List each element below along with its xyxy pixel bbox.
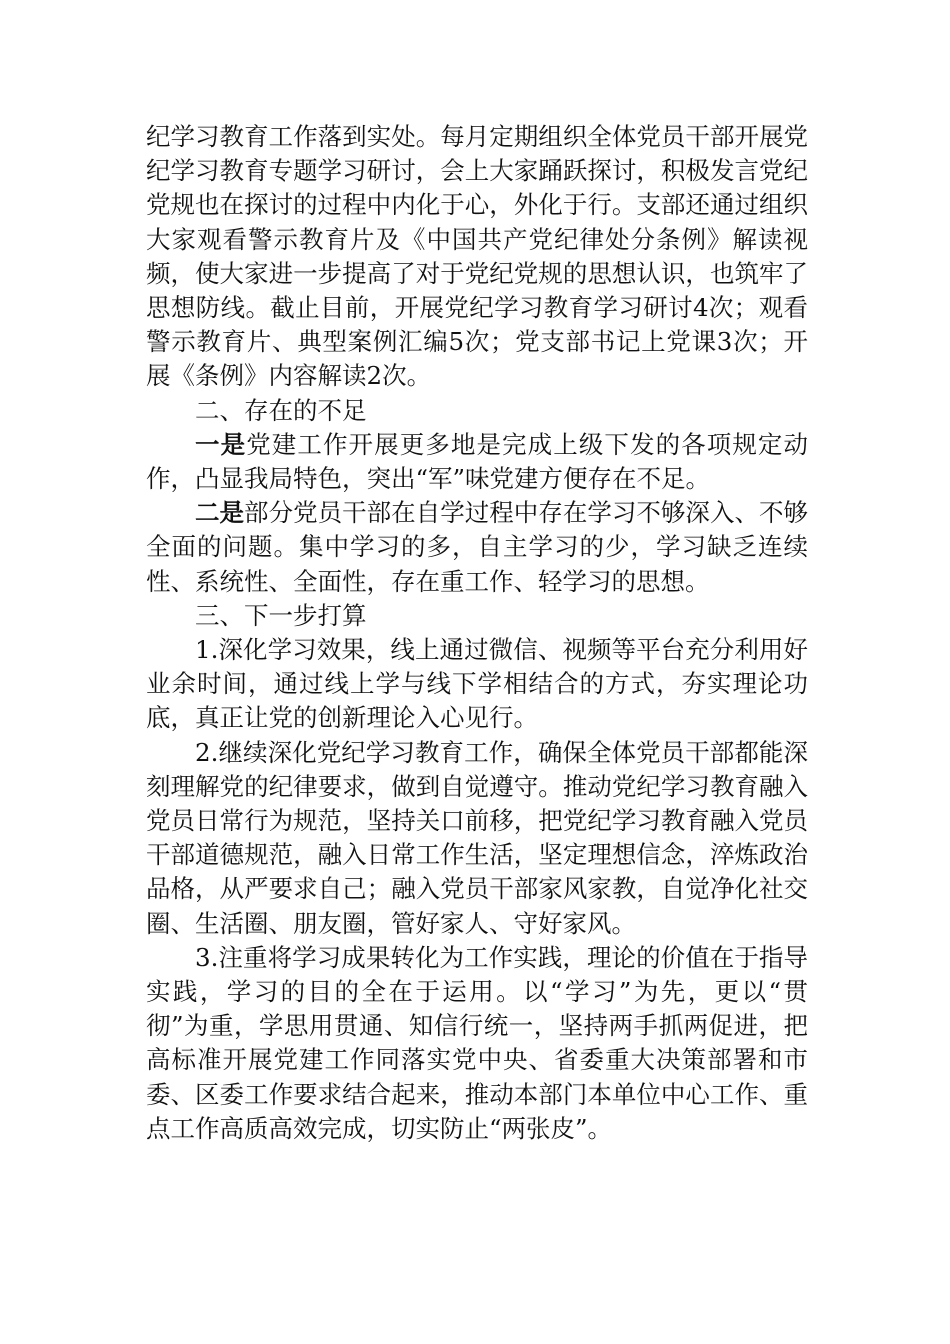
section-heading-next-steps: 三、下一步打算	[195, 600, 367, 630]
item-text: 党建工作开展更多地是完成上级下发的各项规定动作，凸显我局特色，突出“军”味党建方便存在不足。	[146, 429, 809, 494]
section-heading-shortcomings: 二、存在的不足	[195, 395, 367, 425]
next-step-item-1: 1.深化学习效果，线上通过微信、视频等平台充分利用好业余时间，通过线上学与线下学相结合的方式，夯实理论功底，真正让党的创新理论入心见行。	[146, 635, 808, 733]
intro-paragraph: 纪学习教育工作落到实处。每月定期组织全体党员干部开展党纪学习教育专题学习研讨，会上大家踊跃探讨，积极发言党纪党规也在探讨的过程中内化于心，外化于行。支部还通过组织大家观看警示教育片及《中国共产党纪律处分条例》解读视频，使大家进一步提高了对于党纪党规的思想认识，也筑牢了思想防线。截止目前，开展党纪学习教育学习研讨4次；观看警示教育片、典型案例汇编5次；党支部书记上党课3次；开展《条例》内容解读2次。	[146, 122, 808, 391]
item-lead: 一是	[195, 429, 247, 459]
shortcoming-item-1	[146, 428, 808, 496]
next-step-item-3: 3.注重将学习成果转化为工作实践，理论的价值在于指导实践，学习的目的全在于运用。以“学习”为先，更以“贯彻”为重，学思用贯通、知信行统一，坚持两手抓两促进，把高标准开展党建工作同落实党中央、省委重大决策部署和市委、区委工作要求结合起来，推动本部门本单位中心工作、重点工作高质高效完成，切实防止“两张皮”。	[146, 942, 808, 1143]
document-page	[146, 120, 808, 1146]
next-step-item-2: 2.继续深化党纪学习教育工作，确保全体党员干部都能深刻理解党的纪律要求，做到自觉遵守。推动党纪学习教育融入党员日常行为规范，坚持关口前移，把党纪学习教育融入党员干部道德规范，融入日常工作生活，坚定理想信念，淬炼政治品格，从严要求自己；融入党员干部家风家教，自觉净化社交圈、生活圈、朋友圈，管好家人、守好家风。	[146, 737, 808, 938]
item-lead: 二是	[195, 498, 245, 528]
shortcoming-item-2	[146, 496, 808, 599]
item-text: 部分党员干部在自学过程中存在学习不够深入、不够全面的问题。集中学习的多，自主学习的少，学习缺乏连续性、系统性、全面性，存在重工作、轻学习的思想。	[146, 498, 809, 596]
